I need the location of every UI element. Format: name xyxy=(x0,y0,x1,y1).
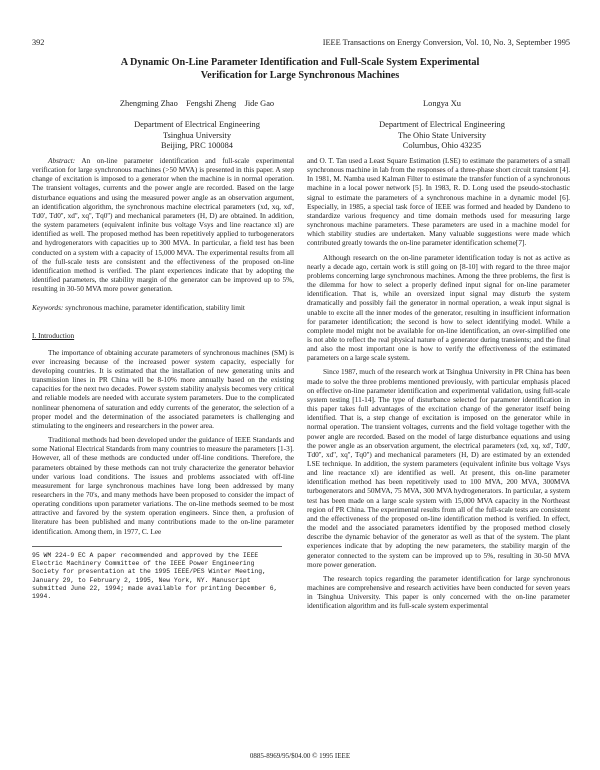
paper-title xyxy=(60,56,540,82)
section-heading-introduction: I. Introduction xyxy=(32,330,75,340)
city: Beijing, PRC 100084 xyxy=(161,140,233,150)
intro-paragraph-2: Traditional methods had been developed under the guidance of IEEE Standards and some National Electrical Standards from many countries to measure the parameters [1-3]. However, all of these methods are conducted under off-line conditions. Therefore, the parameters obtained by these methods can not truly characterize the generator behavior under various load conditions. The issues and problems associated with off-line measurement for large synchronous machines have long been addressed by many researchers in the 70's, and many methods have been proposed to consider the impact of operating conditions upon parameter variations. The on-line methods seemed to be most attractive and favored by the system operation engineers. Since then, a profusion of literature has been published and many contributions made to the on-line parameter identification. Among them, in 1977, C. Lee xyxy=(32,435,294,536)
title-line-1: A Dynamic On-Line Parameter Identification and Full-Scale System Experimental xyxy=(120,57,480,68)
page-number: 392 xyxy=(32,38,45,47)
author-names: Longya Xu xyxy=(423,99,461,108)
author-names: Zhengming Zhao Fengshi Zheng Jide Gao xyxy=(119,99,275,108)
right-paragraph-3: Since 1987, much of the research work at Tsinghua University in PR China has been made to solve the three problems mentioned previously, with particular emphasis placed on effective on-line parameter identification and experimental validation, using full-scale system testing [11-14]. The type of disturbance selected for parameter identification in this paper takes full advantages of the excitation change of the generator itself being identified. That is, a step change of excitation is imposed on the generator while in normal operation. The transient voltages, currents and the field voltage together with the power angle are recorded. Based on the model of large disturbance equations and using the power angle as an observation argument, the electrical parameters (xd, xq, xd', Td0', Td0'', xd'', xq'', Tq0'') and mechanical parameters (H, D) are estimated by an extended LSE technique. In addition, the system parameters (equivalent infinite bus voltage Vsys and line reactance xl) are identified as well. At present, this on-line parameter identification method has been repetitively used to 100 MVA, 200 MVA, 300MVA turbogenerators and 50MVA, 75 MVA, 300 MVA hydrogenerators. In particular, a system test has been made on a large scale system with 15,000 MVA capacity in the Northeast region of PR China. The experimental results from all of the full-scale tests are consistent and the effectiveness of the proposed on-line identification method is verified. In effect, the model and the associated parameters identified by the proposed method closely describe the dynamic behavior of the generator as well as that of the system. The plant experiences indicate that by adopting the new parameters, the stability margin of the generator connected to the system can be improved up to 5%, resulting in 30-50 MVA more power generation. xyxy=(307,367,570,569)
journal-citation: IEEE Transactions on Energy Conversion, Vol. 10, No. 3, September 1995 xyxy=(322,38,570,47)
intro-paragraph-1: The importance of obtaining accurate parameters of synchronous machines (SM) is ever increasing because of the increased power system capacity, especially for developing countries. It is estimated that the installation of new generating units and transmission lines in PR China will be 8-10% more annually based on the existing capacities for the next two decades. Power system stability analysis becomes very critical and reliable models are needed with accurate system parameters. Due to the complicated nonlinear phenomena of saturation and eddy currents of the generator, the selection of a proper model and the determination of the associated parameters is challenging and stimulating to the engineers and researchers in the power area. xyxy=(32,347,294,430)
department: Department of Electrical Engineering xyxy=(134,120,260,130)
right-paragraph-1: and O. T. Tan used a Least Square Estimation (LSE) to estimate the parameters of a small synchronous machine in lab from the responses of a three-phase short circuit transient [4]. In 1981, M. Namba used Kalman Filter to estimate the transfer function of a synchronous machine in a local power network [5]. In 1983, R. D. Long used the pseudo-stochastic signal to estimate the parameters of a synchronous machine in a dynamic model [6]. Especially, in 1985, a special task force of IEEE was formed and headed by Dandeno to standardize various frequency and time domain methods used for measuring large synchronous machine parameters. These parameters are used in a machine model for which stability studies are undertaken. Many valuable suggestions were made which contributed greatly towards the on-line parameter identification scheme[7]. xyxy=(307,156,571,248)
keywords-text: synchronous machine, parameter identification, stability limit xyxy=(65,303,245,313)
university: Tsinghua University xyxy=(162,130,232,140)
right-column xyxy=(307,156,570,616)
university: The Ohio State University xyxy=(397,130,487,140)
left-column xyxy=(32,156,294,602)
running-header xyxy=(32,38,570,50)
title-line-2: Verification for Large Synchronous Machines xyxy=(200,70,400,81)
city: Columbus, Ohio 43235 xyxy=(402,140,482,150)
right-paragraph-4: The research topics regarding the parameter identification for large synchronous machines are comprehensive and research activities have been conducted for seven years in Tsinghua University. This paper is only concerned with the on-line parameter identification algorithm and its full-scale system experimental xyxy=(307,573,570,611)
copyright-line: 0885-8969/95/$04.00 © 1995 IEEE xyxy=(249,752,351,760)
abstract xyxy=(32,156,294,293)
keywords-label: Keywords: xyxy=(32,303,64,313)
right-paragraph-2: Although research on the on-line parameter identification today is not as active as nearly a decade ago, certain work is still going on [8-10] with regard to the three major problems concerning large synchronous machines. Among the three problems, the first is the dilemma for how to select a properly defined input signal for on-line parameter identification. That is, while an oversized input signal may disturb the system dramatically and possibly fail the generator in normal operation, a weak input signal is unable to excite all the inner modes of the generator, resulting in insufficient information for parameter identification; the second is how to select identifying model. While a complete model might not be available for on-line identification, an over-simplified one is not able to reflect the real physical nature of a generator during transients; and the final and also the most important one is how to verify the effectiveness of the estimated parameters on a large scale system. xyxy=(307,252,570,363)
footnote: 95 WM 224-9 EC A paper recommended and approved by the IEEE Electric Machinery Committee of the IEEE Power Engineering Society for presentation at the 1995 IEEE/PES Winter Meeting, January 29, to February 2, 1995, New York, NY. Manuscript submitted June 22, 1994; made available for printing December 6, 1994. xyxy=(32,546,282,602)
affiliation-ohio-state xyxy=(332,99,552,151)
abstract-text: An on-line parameter identification and full-scale experimental verification for large synchronous machines (>50 MVA) is presented in this paper. A step change of excitation is imposed to a generator when the machine is in normal operation. The transient voltages, currents and the power angle are recorded. Based on the large disturbance equations and using the measured power angle as an observation argument, an identification algorithm, the synchronous machine electrical parameters (xd, xq, xd', Td0', Td0'', xd'', xq'', Tq0'') and mechanical parameters (H, D) are obtained. In addition, the system parameters (equivalent infinite bus voltage Vsys and line reactance xl) are identified as well. The proposed method has been repetitively applied to turbogenerators and hydrogenerators with capacities up to 300 MVA. In particular, a field test has been conducted on a system with a capacity of 15,000 MVA. The experimental results from all of the full-scale tests are consistent and the effectiveness of the proposed on-line identification method is verified. The plant experiences indicate that by adopting the identified parameters, the stability margin of the generator can be improved up to 5%, resulting in 30-50 MVA more power generation. xyxy=(32,156,294,294)
affiliation-tsinghua xyxy=(87,99,307,151)
department: Department of Electrical Engineering xyxy=(379,120,505,130)
abstract-label: Abstract: xyxy=(48,156,76,165)
keywords xyxy=(32,303,294,312)
